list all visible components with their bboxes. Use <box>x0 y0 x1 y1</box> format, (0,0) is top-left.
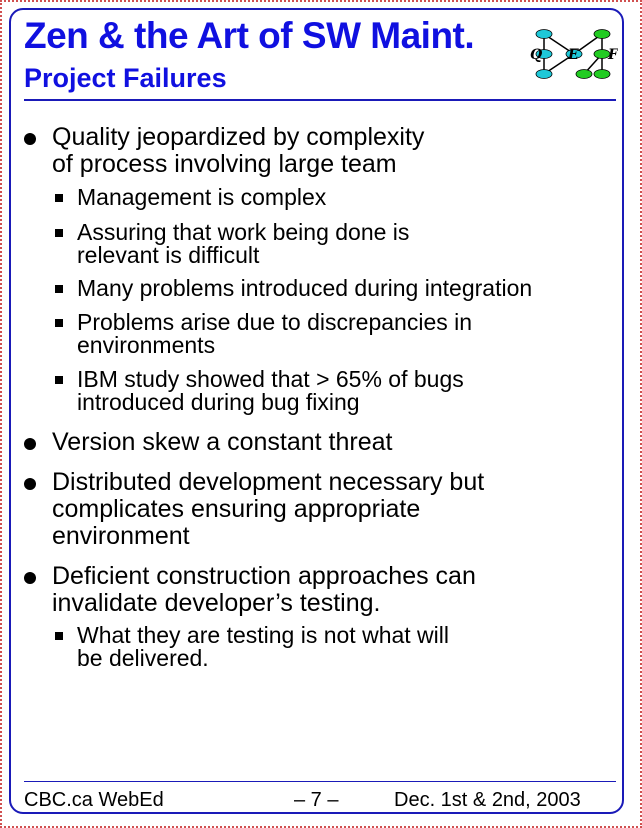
footer-left: CBC.ca WebEd <box>24 789 164 811</box>
slide-subtitle: Project Failures <box>24 63 227 93</box>
logo-node <box>594 30 610 39</box>
logo-letter-f: F <box>608 47 618 63</box>
footer-rule <box>24 781 616 782</box>
sub-bullet-line: introduced during bug fixing <box>77 389 360 415</box>
slide-title: Zen & the Art of SW Maint. <box>24 15 475 56</box>
bullet-square-icon <box>55 285 63 293</box>
bullet-square-icon <box>55 229 63 237</box>
sub-bullet-line: environments <box>77 332 216 358</box>
logo-node <box>576 70 592 79</box>
bullet-line: complicates ensuring appropriate <box>52 495 421 523</box>
logo-letter-q: Q <box>530 47 543 63</box>
logo-node <box>594 70 610 79</box>
bullet-line: invalidate developer’s testing. <box>52 589 381 617</box>
sub-bullet-line: What they are testing is not what will <box>77 622 449 648</box>
bullet-dot-icon <box>24 572 36 584</box>
sub-bullet-line: relevant is difficult <box>77 242 260 268</box>
bullet-line: Distributed development necessary but <box>52 468 485 496</box>
bullet-dot-icon <box>24 438 36 450</box>
bullet-square-icon <box>55 376 63 384</box>
header-rule <box>24 99 616 101</box>
bullet-line: of process involving large team <box>52 150 397 178</box>
logo-letter-e: E <box>568 47 579 63</box>
logo-node <box>536 70 552 79</box>
bullet-line: Quality jeopardized by complexity <box>52 123 425 151</box>
sub-bullet-line: be delivered. <box>77 645 209 671</box>
bullet-dot-icon <box>24 133 36 145</box>
bullet-square-icon <box>55 632 63 640</box>
bullet-line: Deficient construction approaches can <box>52 562 476 590</box>
footer-date: Dec. 1st & 2nd, 2003 <box>394 789 581 811</box>
bullet-line: environment <box>52 522 190 550</box>
sub-bullet-line: Problems arise due to discrepancies in <box>77 309 473 335</box>
bullet-line: Version skew a constant threat <box>52 428 393 456</box>
sub-bullet-line: Assuring that work being done is <box>77 219 410 245</box>
sub-bullet-line: Management is complex <box>77 184 327 210</box>
bullet-dot-icon <box>24 478 36 490</box>
bullet-square-icon <box>55 319 63 327</box>
footer-page-number: – 7 – <box>294 789 339 811</box>
logo-node <box>536 30 552 39</box>
bullet-square-icon <box>55 194 63 202</box>
sub-bullet-line: Many problems introduced during integration <box>77 275 533 301</box>
sub-bullet-line: IBM study showed that > 65% of bugs <box>77 366 464 392</box>
qef-logo <box>526 24 618 88</box>
